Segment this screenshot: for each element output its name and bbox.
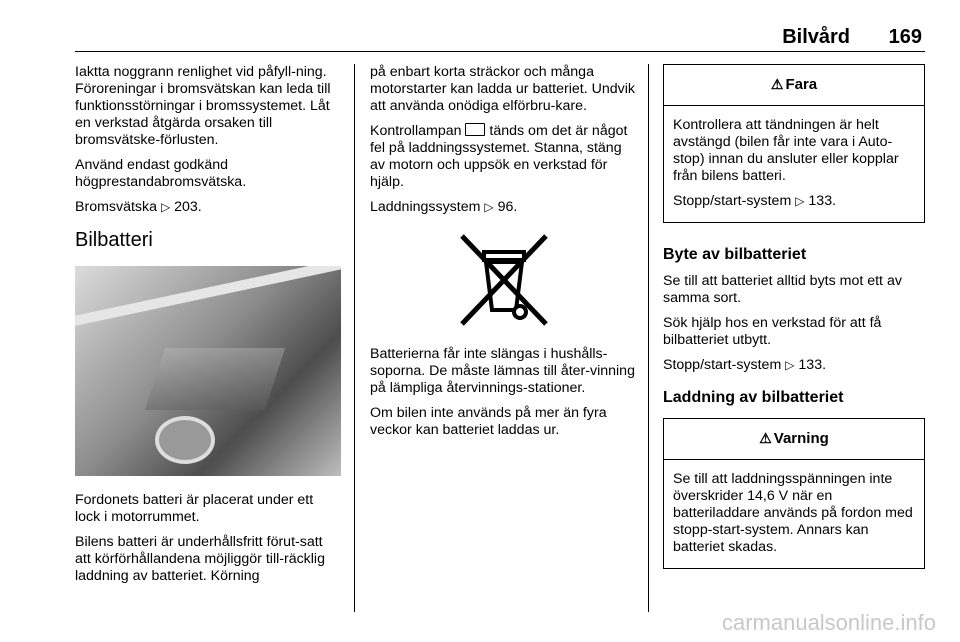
cross-reference [370, 199, 638, 216]
paragraph: Bilens batteri är underhållsfritt förut-satt att körförhållandena möjliggör till-räcklig laddning av batteriet. Körning [75, 534, 325, 584]
reservoir-cap [155, 416, 215, 464]
battery-cover [145, 348, 285, 410]
ref-text: Bromsvätska [75, 199, 157, 215]
varning-title: Varning [773, 430, 829, 447]
text: Kontrollampan [370, 123, 462, 139]
heading-byte: Byte av bilbatteriet [663, 246, 807, 263]
ref-text: Stopp/start-system [663, 357, 782, 373]
cross-reference [663, 357, 925, 374]
column-1 [75, 64, 341, 593]
column-divider-2 [648, 64, 649, 612]
text: tänds om det är något fel på laddningssystemet. Stanna, stäng av motorn och uppsök en verkstad för hjälp. [370, 123, 628, 190]
warning-triangle-icon: ⚠ [770, 76, 784, 92]
engine-bay-photo [75, 266, 341, 476]
paragraph: Se till att laddningsspänningen inte överskrider 14,6 V när en batteriladdare används på fordon med stopp-start-system. Annars kan batteriet skadas. [673, 471, 913, 555]
cross-reference [673, 193, 915, 210]
paragraph: Sök hjälp hos en verkstad för att få bilbatteriet utbytt. [663, 315, 882, 348]
section-title: Bilvård [782, 26, 850, 48]
heading-bilbatteri: Bilbatteri [75, 229, 153, 251]
varning-box [663, 418, 925, 569]
ref-arrow-icon: ▷ [795, 194, 805, 208]
cross-reference [75, 199, 341, 216]
paragraph: på enbart korta sträckor och många motorstarter kan ladda ur batteriet. Undvik att använda onödiga elförbru-kare. [370, 64, 635, 114]
page-header [0, 26, 960, 52]
paragraph: Batterierna får inte slängas i hushålls-soporna. De måste lämnas till åter-vinning på lämpliga återvinnings-stationer. [370, 346, 635, 396]
ref-page: 203. [174, 199, 202, 215]
photo-rail [75, 266, 341, 327]
varning-header [664, 419, 924, 460]
column-2 [370, 64, 638, 447]
fara-box [663, 64, 925, 223]
ref-arrow-icon: ▷ [160, 200, 171, 214]
paragraph: Fordonets batteri är placerat under ett lock i motorrummet. [75, 492, 314, 525]
fara-title: Fara [785, 76, 818, 93]
ref-page: 96. [497, 199, 518, 215]
ref-text: Laddningssystem [370, 199, 481, 215]
crossed-out-bin-icon [370, 230, 638, 330]
paragraph [370, 123, 638, 191]
ref-page: 133. [798, 357, 827, 373]
page-number: 169 [888, 26, 922, 48]
ref-page: 133. [808, 193, 837, 209]
warning-triangle-icon: ⚠ [759, 430, 772, 446]
column-3 [663, 64, 925, 569]
column-divider-1 [354, 64, 355, 612]
battery-warning-lamp-icon [465, 123, 485, 136]
ref-arrow-icon: ▷ [484, 200, 494, 214]
header-rule [75, 51, 925, 52]
ref-arrow-icon: ▷ [785, 358, 795, 372]
ref-text: Stopp/start-system [673, 193, 792, 209]
paragraph: Använd endast godkänd högprestandabromsvätska. [75, 157, 247, 190]
paragraph: Om bilen inte används på mer än fyra veckor kan batteriet laddas ur. [370, 405, 607, 438]
paragraph: Kontrollera att tändningen är helt avstängd (bilen får inte vara i Auto-stop) innan du ansluter eller kopplar från bilens batteri. [673, 117, 899, 184]
fara-header [664, 65, 924, 106]
heading-laddning: Laddning av bilbatteriet [663, 389, 844, 406]
paragraph: Iaktta noggrann renlighet vid påfyll-ning. Föroreningar i bromsvätskan kan leda till funktionsstörningar i bromssystemet. Låt en verkstad åtgärda orsaken till bromsvätske-förlusten. [75, 64, 331, 148]
watermark: carmanualsonline.info [721, 610, 936, 635]
paragraph: Se till att batteriet alltid byts mot ett av samma sort. [663, 273, 902, 306]
